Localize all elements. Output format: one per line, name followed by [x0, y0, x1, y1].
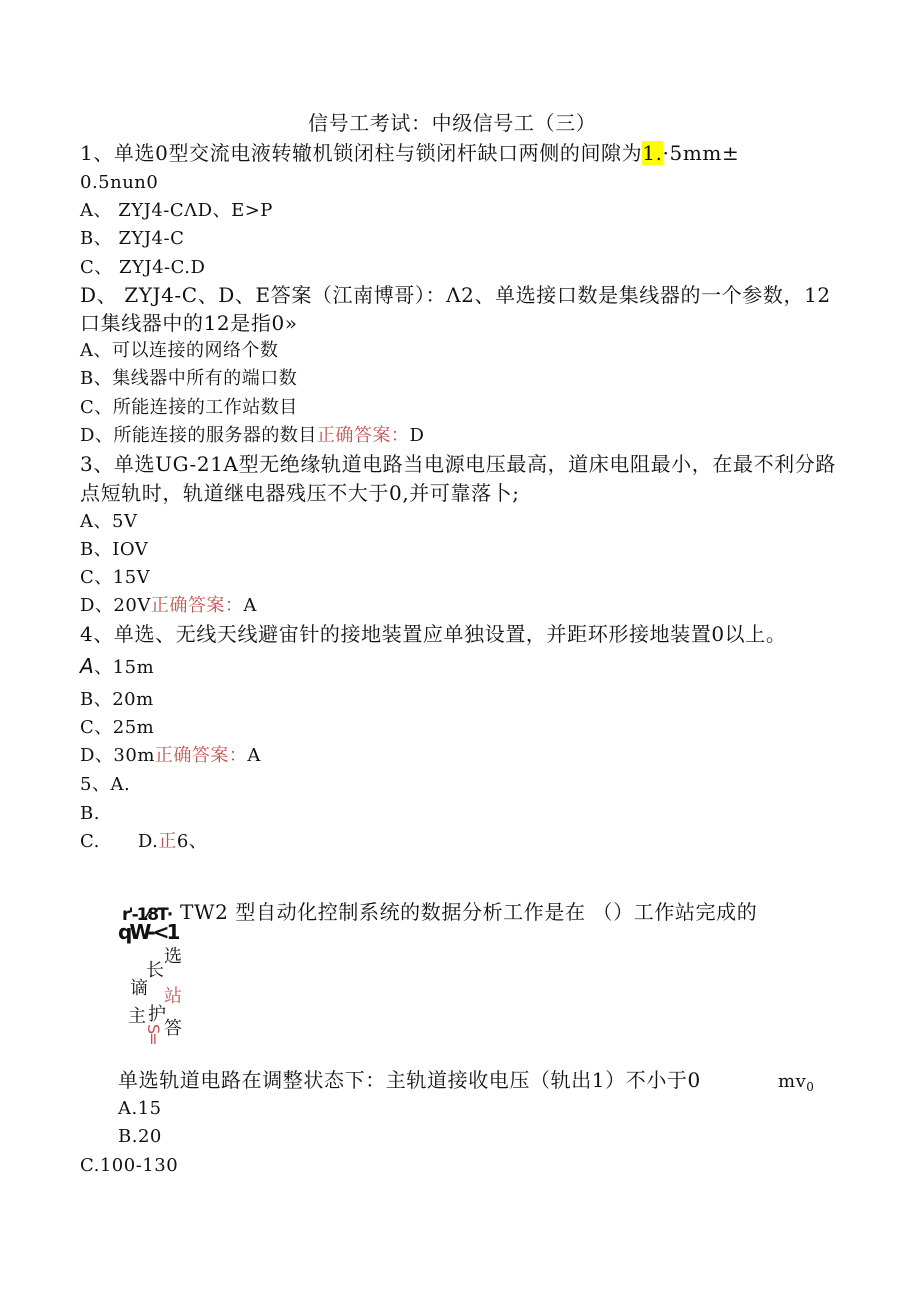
q2-stem-line2: 口集线器中的12是指0»	[80, 311, 298, 335]
q7-option-a: A.15	[118, 1098, 162, 1119]
q4-option-a-letter: A	[80, 654, 95, 678]
vert-char-8: S=	[144, 1024, 163, 1044]
vert-char-3: 站	[161, 986, 182, 1002]
q2-option-b: B、集线器中所有的端口数	[80, 368, 298, 389]
q7-unit	[778, 1071, 814, 1098]
q4-option-d-text: D、30m	[80, 745, 155, 766]
q3-option-d	[80, 595, 257, 617]
q2-option-d-text: D、所能连接的服务器的数目	[80, 425, 317, 446]
q2-answer: D	[409, 425, 425, 446]
q1-option-d: D、 ZYJ4-C、D、E答案（江南博哥）：Λ2、单选接口数是集线器的一个参数，12	[80, 283, 831, 307]
q2-option-d	[80, 425, 424, 447]
q1-stem-line2: 0.5nun0	[80, 172, 159, 193]
q7-option-b: B.20	[118, 1126, 162, 1147]
q2-option-a: A、可以连接的网络个数	[80, 340, 279, 361]
q5-line1: 5、A.	[80, 774, 131, 795]
vert-char-5: 护	[145, 1004, 166, 1020]
q7-unit-sub: 0	[806, 1080, 815, 1094]
q1-option-b: B、 ZYJ4-C	[80, 228, 185, 249]
q5-red-fragment: 正	[158, 831, 177, 852]
vert-char-1: 选	[161, 946, 182, 962]
q1-stem-line1	[80, 142, 739, 164]
vert-char-4: 谪	[127, 978, 148, 994]
q5-option-d: D.	[137, 831, 159, 852]
q4-option-d	[80, 745, 261, 767]
q5-line3	[80, 831, 207, 853]
q4-answer: A	[247, 745, 261, 766]
q1-stem-prefix: 1、单选0型交流电液转辙机锁闭柱与锁闭杆缺口两侧的间隙为	[80, 141, 643, 165]
q4-stem: 4、单选、无线天线避宙针的接地装置应单独设置，并距环形接地装置0以上。	[80, 622, 787, 646]
q3-stem-line2: 点短轨时，轨道继电器残压不大于0,并可靠落卜;	[80, 481, 520, 505]
q2-option-c: C、所能连接的工作站数目	[80, 397, 298, 418]
q4-option-a-text: 、15m	[94, 657, 155, 678]
q3-option-d-text: D、20V	[80, 595, 151, 616]
garble-line-2: qW-<1	[118, 920, 178, 944]
page-title: 信号工考试：中级信号工（三）	[308, 111, 597, 135]
q3-answer: A	[243, 595, 257, 616]
q4-option-a	[80, 655, 154, 679]
q1-option-c: C、 ZYJ4-C.D	[80, 257, 206, 278]
vert-char-2: 长	[143, 960, 164, 976]
vert-char-6: 答	[161, 1018, 182, 1034]
q3-answer-label: 正确答案：	[150, 595, 244, 616]
q5-line2: B.	[80, 803, 100, 824]
q7-option-c: C.100-130	[80, 1155, 179, 1176]
q3-option-b: B、IOV	[80, 539, 149, 560]
q5-option-c: C.	[80, 831, 100, 852]
vert-char-7: 主	[125, 1006, 146, 1022]
q1-highlight: 1.	[642, 141, 663, 165]
q3-stem-line1: 3、单选UG-21A型无绝缘轨道电路当电源电压最高，道床电阻最小，在最不利分路	[80, 452, 836, 476]
q3-option-c: C、15V	[80, 567, 151, 588]
garbled-ocr-block	[118, 906, 182, 1052]
q2-answer-label: 正确答案：	[316, 425, 410, 446]
q3-option-a: A、5V	[80, 511, 138, 532]
q1-option-a: A、 ZYJ4-CΛD、E>P	[80, 200, 273, 221]
q4-answer-label: 正确答案：	[154, 745, 248, 766]
q7-stem: 单选轨道电路在调整状态下：主轨道接收电压（轨出1）不小于0	[118, 1068, 701, 1092]
q7-unit-text: mv	[778, 1071, 807, 1092]
q5-tail: 6、	[176, 831, 208, 852]
q4-option-c: C、25m	[80, 717, 155, 738]
q6-stem: TW2 型自动化控制系统的数据分析工作是在 （）工作站完成的	[180, 900, 758, 924]
q1-stem-suffix: ·5mm±	[662, 141, 740, 165]
q4-option-b: B、20m	[80, 689, 154, 710]
garble-line-1: r'-1⁄8T·	[122, 905, 172, 925]
